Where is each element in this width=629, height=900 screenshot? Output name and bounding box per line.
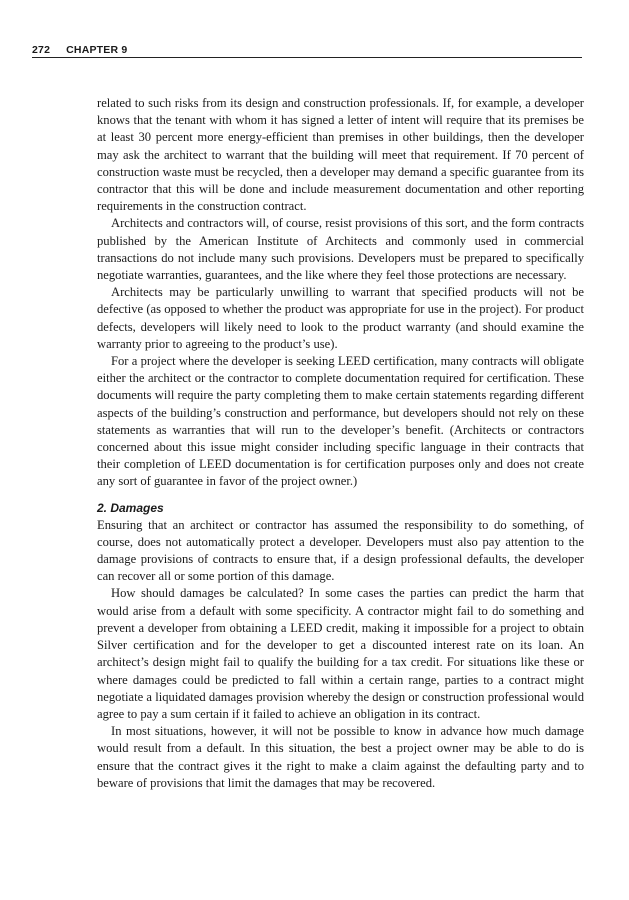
paragraph: Ensuring that an architect or contractor has assumed the responsibility to do something, of course, does not automatically protect a developer. Developers must also pay attention to the damage provisions of contracts to ensure that, if a design professional defaults, the developer can recover all or some portion of this damage.: [97, 517, 584, 584]
paragraph: For a project where the developer is seeking LEED certification, many contracts will obligate either the architect or the contractor to complete documentation required for certification. These documents will require the party completing them to make certain statements regarding different aspects of the building’s construction and performance, but developers should not rely on these statements as warranties that will run to the developer’s benefit. (Architects or contractors concerned about this issue might consider including specific language in their contracts that their completion of LEED documentation is for certification purposes only and does not create any sort of guarantee in favor of the project owner.): [97, 354, 584, 489]
paragraph: Architects and contractors will, of course, resist provisions of this sort, and the form contracts published by the American Institute of Architects and commonly used in commercial transactions do not include many such provisions. Developers must be prepared to specifically negotiate warranties, guarantees, and the like where they feel those protections are necessary.: [97, 216, 584, 283]
paragraph: How should damages be calculated? In some cases the parties can predict the harm that would arise from a default with some specificity. A contractor might fail to do something and prevent a developer from obtaining a LEED credit, making it impossible for a project to obtain Silver certification and for the developer to get a discounted interest rate on its loan. An architect’s design might fail to qualify the building for a tax credit. For situations like these or where damages could be predicted to fall within a certain range, parties to a contract might negotiate a liquidated damages provision whereby the design or construction professional would agree to pay a sum certain if it failed to achieve an obligation in its contract.: [97, 586, 584, 721]
paragraph: In most situations, however, it will not be possible to know in advance how much damage would result from a default. In this situation, the best a project owner may be able to do is ensure that the contract gives it the right to make a claim against the defaulting party and to beware of provisions that limit the damages that may be recovered.: [97, 724, 584, 790]
running-head: [32, 43, 582, 58]
section-heading: 2. Damages: [97, 500, 164, 515]
body-text: [97, 95, 584, 792]
paragraph: related to such risks from its design and construction professionals. If, for example, a developer knows that the tenant with whom it has signed a letter of intent will require that its premises be at least 30 percent more energy-efficient than premises in other buildings, then the developer may ask the architect to warrant that the building will meet that requirement. If 70 percent of construction waste must be recycled, then a developer may demand a specific guarantee from its contractor that this will be done and include measurement documentation and other reporting requirements in the construction contract.: [97, 96, 584, 214]
page-number: 272: [32, 44, 51, 56]
paragraph: Architects may be particularly unwilling to warrant that specified products will not be defective (as opposed to whether the product was appropriate for use in the project). For product defects, developers will likely need to look to the product warranty (and should examine the warranty prior to agreeing to the product’s use).: [97, 285, 584, 351]
chapter-label: CHAPTER 9: [66, 44, 128, 56]
